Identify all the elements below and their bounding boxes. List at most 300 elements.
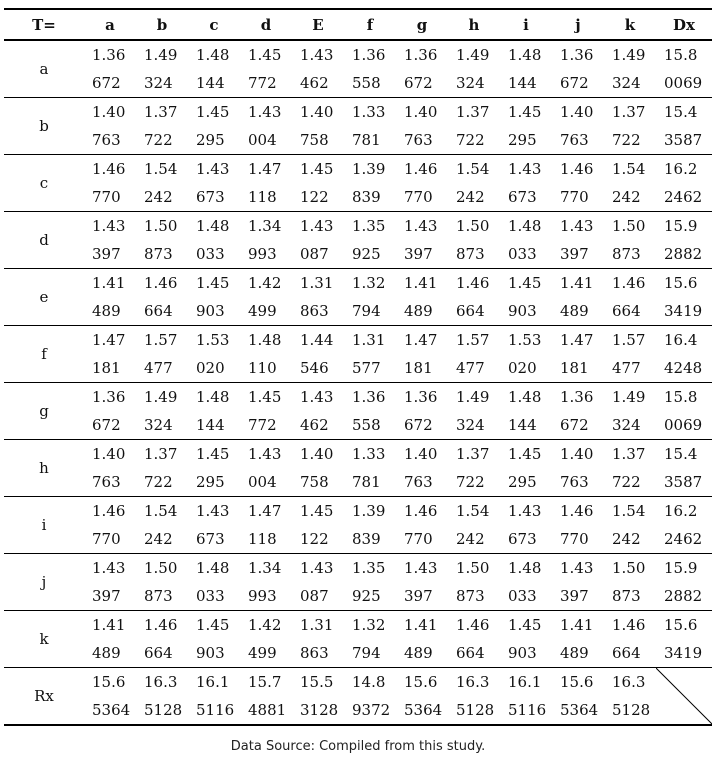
cell-value-top: 1.49 xyxy=(144,388,178,406)
cell-value-top: 1.57 xyxy=(456,331,490,349)
cell-value-bottom: 903 xyxy=(500,297,552,326)
cell-value-bottom: 397 xyxy=(84,582,136,611)
cell-value-top: 1.47 xyxy=(92,331,126,349)
cell-value-bottom: 873 xyxy=(448,240,500,269)
table-row xyxy=(4,269,712,298)
table-row xyxy=(4,326,712,355)
cell-value-top: 1.53 xyxy=(508,331,542,349)
table-row xyxy=(4,40,712,69)
corner-header: T= xyxy=(4,9,84,40)
cell-value-top: 1.36 xyxy=(92,46,126,64)
cell-value-bottom: 295 xyxy=(188,468,240,497)
cell-value-top: 1.43 xyxy=(300,388,334,406)
cell-value-bottom: 664 xyxy=(448,639,500,668)
cell-value-bottom: 033 xyxy=(500,582,552,611)
cell-value-top: 1.45 xyxy=(508,274,542,292)
cell-value-bottom: 3587 xyxy=(656,468,712,497)
cell-value-bottom: 672 xyxy=(84,411,136,440)
cell-value-top: 1.40 xyxy=(404,445,438,463)
cell-value-top: 1.48 xyxy=(508,217,542,235)
cell-value-top: 1.37 xyxy=(144,445,178,463)
cell-value-bottom: 477 xyxy=(136,354,188,383)
cell-value-top: 14.8 xyxy=(352,673,386,691)
cell-value-top: 15.6 xyxy=(92,673,126,691)
cell-value-top: 1.40 xyxy=(300,103,334,121)
cell-value-bottom: 794 xyxy=(344,297,396,326)
cell-value-top: 15.8 xyxy=(664,388,698,406)
source-note: Data Source: Compiled from this study. xyxy=(230,739,486,754)
cell-value-bottom: 763 xyxy=(552,468,604,497)
cell-value-bottom: 477 xyxy=(604,354,656,383)
data-table xyxy=(4,8,712,726)
cell-value-top: 1.43 xyxy=(196,502,230,520)
table-row-continued xyxy=(4,411,712,440)
cell-value-bottom: 722 xyxy=(604,468,656,497)
cell-value-top: 1.32 xyxy=(352,616,386,634)
cell-value-top: 16.1 xyxy=(508,673,542,691)
cell-value-bottom: 181 xyxy=(84,354,136,383)
cell-value-bottom: 324 xyxy=(604,69,656,98)
cell-value-bottom: 839 xyxy=(344,183,396,212)
column-header: h xyxy=(448,9,500,40)
cell-value-top: 15.9 xyxy=(664,217,698,235)
table-row xyxy=(4,497,712,526)
cell-value-top: 1.48 xyxy=(196,46,230,64)
cell-value-bottom: 2882 xyxy=(656,240,712,269)
cell-value-bottom: 397 xyxy=(84,240,136,269)
cell-value-top: 1.37 xyxy=(456,445,490,463)
cell-value-bottom: 242 xyxy=(448,183,500,212)
table-row-continued xyxy=(4,525,712,554)
cell-value-bottom: 033 xyxy=(500,240,552,269)
cell-value-top: 15.6 xyxy=(404,673,438,691)
cell-value-bottom: 722 xyxy=(448,126,500,155)
cell-value-top: 1.49 xyxy=(456,388,490,406)
cell-value-bottom: 122 xyxy=(292,183,344,212)
cell-value-top: 1.46 xyxy=(560,160,594,178)
cell-value-bottom: 873 xyxy=(604,582,656,611)
cell-value-bottom: 781 xyxy=(344,126,396,155)
table-row-continued xyxy=(4,582,712,611)
cell-value-top: 1.41 xyxy=(560,616,594,634)
cell-value-bottom: 118 xyxy=(240,183,292,212)
cell-value-bottom: 673 xyxy=(188,525,240,554)
cell-value-top: 1.31 xyxy=(300,274,334,292)
cell-value-top: 1.48 xyxy=(508,388,542,406)
cell-value-top: 1.50 xyxy=(144,559,178,577)
cell-value-top: 1.35 xyxy=(352,217,386,235)
table-row xyxy=(4,440,712,469)
cell-value-bottom: 242 xyxy=(136,525,188,554)
cell-value-top: 1.45 xyxy=(196,445,230,463)
cell-value-bottom: 499 xyxy=(240,639,292,668)
cell-value-bottom: 324 xyxy=(448,411,500,440)
cell-value-bottom: 664 xyxy=(604,297,656,326)
cell-value-top: 15.9 xyxy=(664,559,698,577)
cell-value-bottom: 673 xyxy=(500,183,552,212)
cell-value-top: 1.43 xyxy=(248,445,282,463)
cell-value-bottom: 5364 xyxy=(84,696,136,725)
cell-value-bottom: 672 xyxy=(396,411,448,440)
cell-value-bottom: 672 xyxy=(552,411,604,440)
cell-value-top: 16.3 xyxy=(144,673,178,691)
cell-value-bottom: 794 xyxy=(344,639,396,668)
cell-value-bottom: 993 xyxy=(240,582,292,611)
cell-value-top: 1.45 xyxy=(196,103,230,121)
cell-value-top: 1.46 xyxy=(612,274,646,292)
row-label: g xyxy=(4,383,84,440)
cell-value-bottom: 772 xyxy=(240,411,292,440)
cell-value-bottom: 144 xyxy=(500,411,552,440)
cell-value-top: 15.4 xyxy=(664,103,698,121)
cell-value-top: 1.46 xyxy=(144,274,178,292)
row-label: h xyxy=(4,440,84,497)
cell-value-top: 1.36 xyxy=(404,388,438,406)
cell-value-bottom: 397 xyxy=(396,240,448,269)
cell-value-top: 1.41 xyxy=(92,274,126,292)
column-header: i xyxy=(500,9,552,40)
column-header: k xyxy=(604,9,656,40)
cell-value-top: 15.6 xyxy=(664,274,698,292)
cell-value-top: 1.57 xyxy=(144,331,178,349)
cell-value-bottom: 033 xyxy=(188,582,240,611)
cell-value-bottom: 477 xyxy=(448,354,500,383)
cell-value-bottom: 863 xyxy=(292,297,344,326)
cell-value-top: 1.54 xyxy=(144,502,178,520)
row-label: a xyxy=(4,40,84,98)
cell-value-top: 1.45 xyxy=(300,502,334,520)
table-row-continued xyxy=(4,696,712,725)
cell-value-top: 1.47 xyxy=(560,331,594,349)
cell-value-bottom: 489 xyxy=(396,297,448,326)
cell-value-bottom: 324 xyxy=(136,69,188,98)
cell-value-top: 1.41 xyxy=(404,616,438,634)
cell-value-top: 1.43 xyxy=(300,559,334,577)
cell-value-bottom: 903 xyxy=(188,297,240,326)
cell-value-bottom: 0069 xyxy=(656,411,712,440)
cell-value-top: 1.37 xyxy=(612,103,646,121)
cell-value-top: 1.46 xyxy=(612,616,646,634)
cell-value-bottom: 397 xyxy=(396,582,448,611)
cell-value-top: 1.49 xyxy=(456,46,490,64)
cell-value-top: 15.6 xyxy=(664,616,698,634)
cell-value-top: 1.48 xyxy=(196,388,230,406)
cell-value-bottom: 873 xyxy=(604,240,656,269)
cell-value-top: 1.40 xyxy=(300,445,334,463)
cell-value-top: 1.50 xyxy=(612,559,646,577)
column-header: a xyxy=(84,9,136,40)
cell-value-bottom: 122 xyxy=(292,525,344,554)
cell-value-bottom: 664 xyxy=(604,639,656,668)
cell-value-top: 1.46 xyxy=(404,160,438,178)
cell-value-top: 1.32 xyxy=(352,274,386,292)
cell-value-top: 1.50 xyxy=(612,217,646,235)
cell-value-top: 1.53 xyxy=(196,331,230,349)
cell-value-top: 1.43 xyxy=(560,217,594,235)
cell-value-top: 1.37 xyxy=(144,103,178,121)
table-row xyxy=(4,554,712,583)
cell-value-top: 15.8 xyxy=(664,46,698,64)
cell-value-top: 16.3 xyxy=(612,673,646,691)
cell-value-top: 1.57 xyxy=(612,331,646,349)
cell-value-bottom: 722 xyxy=(448,468,500,497)
cell-value-bottom: 020 xyxy=(500,354,552,383)
cell-value-bottom: 3419 xyxy=(656,639,712,668)
cell-value-top: 1.45 xyxy=(508,445,542,463)
cell-value-bottom: 763 xyxy=(396,126,448,155)
cell-value-bottom: 295 xyxy=(188,126,240,155)
cell-value-top: 1.50 xyxy=(456,217,490,235)
cell-value-bottom: 144 xyxy=(188,411,240,440)
cell-value-bottom: 3587 xyxy=(656,126,712,155)
cell-value-bottom: 489 xyxy=(552,639,604,668)
cell-value-bottom: 397 xyxy=(552,582,604,611)
cell-value-bottom: 295 xyxy=(500,468,552,497)
table-row-continued xyxy=(4,69,712,98)
cell-value-bottom: 558 xyxy=(344,411,396,440)
column-header: d xyxy=(240,9,292,40)
cell-value-bottom: 664 xyxy=(136,297,188,326)
cell-value-top: 16.4 xyxy=(664,331,698,349)
cell-value-bottom: 2882 xyxy=(656,582,712,611)
row-label: e xyxy=(4,269,84,326)
table-row xyxy=(4,212,712,241)
row-label: k xyxy=(4,611,84,668)
cell-value-bottom: 499 xyxy=(240,297,292,326)
row-label: b xyxy=(4,98,84,155)
cell-value-top: 1.42 xyxy=(248,616,282,634)
cell-value-bottom: 181 xyxy=(552,354,604,383)
cell-value-bottom: 004 xyxy=(240,126,292,155)
cell-value-bottom: 873 xyxy=(448,582,500,611)
cell-value-bottom: 489 xyxy=(84,639,136,668)
column-header: j xyxy=(552,9,604,40)
cell-value-top: 1.45 xyxy=(508,616,542,634)
table-row xyxy=(4,155,712,184)
cell-value-bottom: 672 xyxy=(84,69,136,98)
cell-value-top: 1.46 xyxy=(144,616,178,634)
cell-value-top: 1.36 xyxy=(560,46,594,64)
cell-value-top: 1.45 xyxy=(508,103,542,121)
cell-value-top: 1.36 xyxy=(352,388,386,406)
cell-value-bottom: 758 xyxy=(292,468,344,497)
cell-value-top: 1.33 xyxy=(352,103,386,121)
cell-value-bottom: 873 xyxy=(136,240,188,269)
cell-value-top: 1.54 xyxy=(612,502,646,520)
cell-value-bottom: 118 xyxy=(240,525,292,554)
diagonal-empty-cell xyxy=(656,668,712,726)
cell-value-top: 1.36 xyxy=(352,46,386,64)
cell-value-top: 1.31 xyxy=(352,331,386,349)
cell-value-bottom: 577 xyxy=(344,354,396,383)
column-header: f xyxy=(344,9,396,40)
cell-value-top: 1.43 xyxy=(92,217,126,235)
cell-value-top: 1.47 xyxy=(404,331,438,349)
cell-value-top: 1.34 xyxy=(248,217,282,235)
cell-value-top: 1.54 xyxy=(456,160,490,178)
cell-value-bottom: 873 xyxy=(136,582,188,611)
cell-value-bottom: 664 xyxy=(136,639,188,668)
table-row xyxy=(4,611,712,640)
cell-value-top: 1.46 xyxy=(456,616,490,634)
cell-value-bottom: 672 xyxy=(552,69,604,98)
cell-value-bottom: 763 xyxy=(84,126,136,155)
row-label: d xyxy=(4,212,84,269)
cell-value-bottom: 770 xyxy=(396,183,448,212)
cell-value-bottom: 295 xyxy=(500,126,552,155)
cell-value-bottom: 722 xyxy=(604,126,656,155)
cell-value-bottom: 3128 xyxy=(292,696,344,725)
cell-value-bottom: 489 xyxy=(396,639,448,668)
diagonal-line xyxy=(656,668,712,724)
cell-value-bottom: 5116 xyxy=(500,696,552,725)
cell-value-top: 1.48 xyxy=(508,46,542,64)
cell-value-top: 1.41 xyxy=(560,274,594,292)
cell-value-top: 1.43 xyxy=(404,217,438,235)
cell-value-bottom: 087 xyxy=(292,582,344,611)
column-header: c xyxy=(188,9,240,40)
cell-value-bottom: 925 xyxy=(344,582,396,611)
cell-value-top: 15.4 xyxy=(664,445,698,463)
cell-value-top: 1.40 xyxy=(560,103,594,121)
table-row-continued xyxy=(4,468,712,497)
cell-value-top: 15.5 xyxy=(300,673,334,691)
cell-value-top: 1.35 xyxy=(352,559,386,577)
cell-value-bottom: 397 xyxy=(552,240,604,269)
cell-value-bottom: 770 xyxy=(552,183,604,212)
cell-value-bottom: 558 xyxy=(344,69,396,98)
cell-value-top: 1.54 xyxy=(456,502,490,520)
cell-value-top: 1.43 xyxy=(508,160,542,178)
cell-value-bottom: 5364 xyxy=(396,696,448,725)
cell-value-top: 16.2 xyxy=(664,160,698,178)
cell-value-bottom: 4881 xyxy=(240,696,292,725)
row-label: Rx xyxy=(4,668,84,726)
column-header: g xyxy=(396,9,448,40)
cell-value-bottom: 489 xyxy=(552,297,604,326)
cell-value-top: 15.6 xyxy=(560,673,594,691)
cell-value-top: 1.33 xyxy=(352,445,386,463)
cell-value-top: 16.1 xyxy=(196,673,230,691)
cell-value-top: 1.46 xyxy=(404,502,438,520)
cell-value-bottom: 993 xyxy=(240,240,292,269)
table-body xyxy=(4,40,712,725)
cell-value-bottom: 0069 xyxy=(656,69,712,98)
cell-value-top: 1.43 xyxy=(196,160,230,178)
cell-value-bottom: 770 xyxy=(552,525,604,554)
cell-value-top: 1.44 xyxy=(300,331,334,349)
cell-value-bottom: 770 xyxy=(396,525,448,554)
table-row-continued xyxy=(4,639,712,668)
cell-value-top: 1.43 xyxy=(248,103,282,121)
cell-value-bottom: 4248 xyxy=(656,354,712,383)
cell-value-top: 1.43 xyxy=(560,559,594,577)
row-label: i xyxy=(4,497,84,554)
cell-value-bottom: 772 xyxy=(240,69,292,98)
cell-value-bottom: 033 xyxy=(188,240,240,269)
cell-value-top: 1.54 xyxy=(612,160,646,178)
cell-value-bottom: 763 xyxy=(396,468,448,497)
cell-value-bottom: 9372 xyxy=(344,696,396,725)
cell-value-bottom: 242 xyxy=(136,183,188,212)
cell-value-top: 1.40 xyxy=(92,445,126,463)
cell-value-bottom: 839 xyxy=(344,525,396,554)
cell-value-top: 1.49 xyxy=(612,388,646,406)
cell-value-top: 1.50 xyxy=(144,217,178,235)
cell-value-bottom: 5128 xyxy=(604,696,656,725)
table-row-continued xyxy=(4,126,712,155)
cell-value-top: 1.31 xyxy=(300,616,334,634)
cell-value-bottom: 664 xyxy=(448,297,500,326)
cell-value-bottom: 020 xyxy=(188,354,240,383)
cell-value-top: 1.46 xyxy=(560,502,594,520)
column-header: E xyxy=(292,9,344,40)
cell-value-bottom: 903 xyxy=(188,639,240,668)
cell-value-bottom: 903 xyxy=(500,639,552,668)
cell-value-top: 1.45 xyxy=(196,616,230,634)
cell-value-top: 1.47 xyxy=(248,160,282,178)
cell-value-top: 1.43 xyxy=(508,502,542,520)
cell-value-bottom: 462 xyxy=(292,69,344,98)
cell-value-top: 1.43 xyxy=(92,559,126,577)
cell-value-top: 1.40 xyxy=(92,103,126,121)
cell-value-bottom: 144 xyxy=(500,69,552,98)
cell-value-bottom: 004 xyxy=(240,468,292,497)
cell-value-top: 1.49 xyxy=(144,46,178,64)
cell-value-top: 1.41 xyxy=(92,616,126,634)
cell-value-bottom: 5116 xyxy=(188,696,240,725)
cell-value-top: 1.48 xyxy=(196,217,230,235)
cell-value-top: 1.42 xyxy=(248,274,282,292)
header-row xyxy=(4,9,712,40)
cell-value-bottom: 2462 xyxy=(656,183,712,212)
cell-value-top: 1.39 xyxy=(352,160,386,178)
cell-value-bottom: 5364 xyxy=(552,696,604,725)
cell-value-bottom: 763 xyxy=(552,126,604,155)
cell-value-top: 1.43 xyxy=(404,559,438,577)
cell-value-top: 1.46 xyxy=(92,160,126,178)
table-row xyxy=(4,668,712,697)
cell-value-bottom: 673 xyxy=(188,183,240,212)
cell-value-top: 1.48 xyxy=(248,331,282,349)
cell-value-top: 1.48 xyxy=(196,559,230,577)
cell-value-top: 16.2 xyxy=(664,502,698,520)
column-header: Dx xyxy=(656,9,712,40)
cell-value-top: 1.37 xyxy=(456,103,490,121)
cell-value-bottom: 242 xyxy=(604,525,656,554)
cell-value-top: 1.45 xyxy=(248,46,282,64)
cell-value-bottom: 324 xyxy=(136,411,188,440)
cell-value-bottom: 770 xyxy=(84,525,136,554)
cell-value-bottom: 722 xyxy=(136,126,188,155)
cell-value-bottom: 722 xyxy=(136,468,188,497)
cell-value-top: 1.46 xyxy=(92,502,126,520)
row-label: c xyxy=(4,155,84,212)
cell-value-bottom: 763 xyxy=(84,468,136,497)
cell-value-bottom: 5128 xyxy=(136,696,188,725)
cell-value-bottom: 672 xyxy=(396,69,448,98)
cell-value-top: 1.41 xyxy=(404,274,438,292)
cell-value-top: 1.37 xyxy=(612,445,646,463)
cell-value-top: 1.45 xyxy=(196,274,230,292)
table-row-continued xyxy=(4,240,712,269)
cell-value-bottom: 181 xyxy=(396,354,448,383)
cell-value-bottom: 324 xyxy=(604,411,656,440)
cell-value-top: 1.36 xyxy=(92,388,126,406)
cell-value-bottom: 242 xyxy=(604,183,656,212)
cell-value-top: 1.48 xyxy=(508,559,542,577)
cell-value-bottom: 863 xyxy=(292,639,344,668)
